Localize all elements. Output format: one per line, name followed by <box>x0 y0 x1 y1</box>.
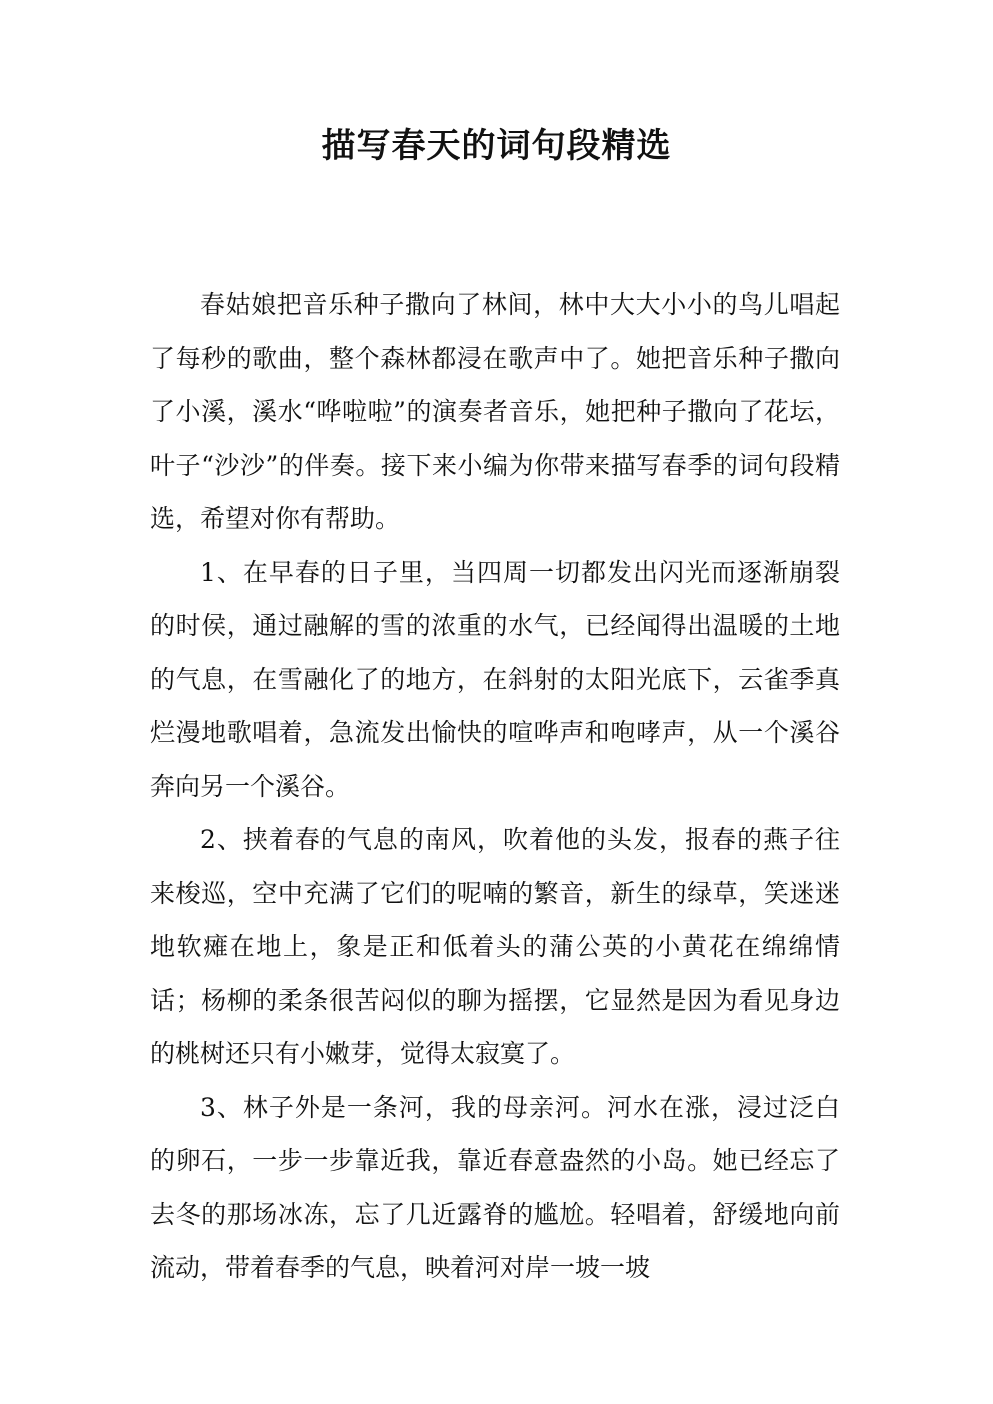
intro-paragraph: 春姑娘把音乐种子撒向了林间，林中大大小小的鸟儿唱起了每秒的歌曲，整个森林都浸在歌声中了。她把音乐种子撒向了小溪，溪水“哗啦啦”的演奏者音乐，她把种子撒向了花坛，叶子“沙沙”的伴奏。接下来小编为你带来描写春季的词句段精选，希望对你有帮助。 <box>150 290 840 533</box>
paragraph-2: 2、挟着春的气息的南风，吹着他的头发，报春的燕子往来梭巡，空中充满了它们的呢喃的繁音，新生的绿草，笑迷迷地软瘫在地上，象是正和低着头的蒲公英的小黄花在绵绵情话；杨柳的柔条很苦闷似的聊为摇摆，它显然是因为看见身边的桃树还只有小嫩芽，觉得太寂寞了。 <box>150 825 840 1068</box>
document-title: 描写春天的词句段精选 <box>321 126 672 166</box>
paragraph-1: 1、在早春的日子里，当四周一切都发出闪光而逐渐崩裂的时侯，通过融解的雪的浓重的水气，已经闻得出温暖的土地的气息，在雪融化了的地方，在斜射的太阳光底下，云雀季真烂漫地歌唱着，急流发出愉快的喧哗声和咆哮声，从一个溪谷奔向另一个溪谷。 <box>150 557 840 801</box>
paragraph-3: 3、林子外是一条河，我的母亲河。河水在涨，浸过泛白的卵石，一步一步靠近我，靠近春意盎然的小岛。她已经忘了去冬的那场冰冻，忘了几近露脊的尴尬。轻唱着，舒缓地向前流动，带着春季的气息，映着河对岸一坡一坡 <box>150 1092 840 1282</box>
document-body <box>150 278 840 1295</box>
